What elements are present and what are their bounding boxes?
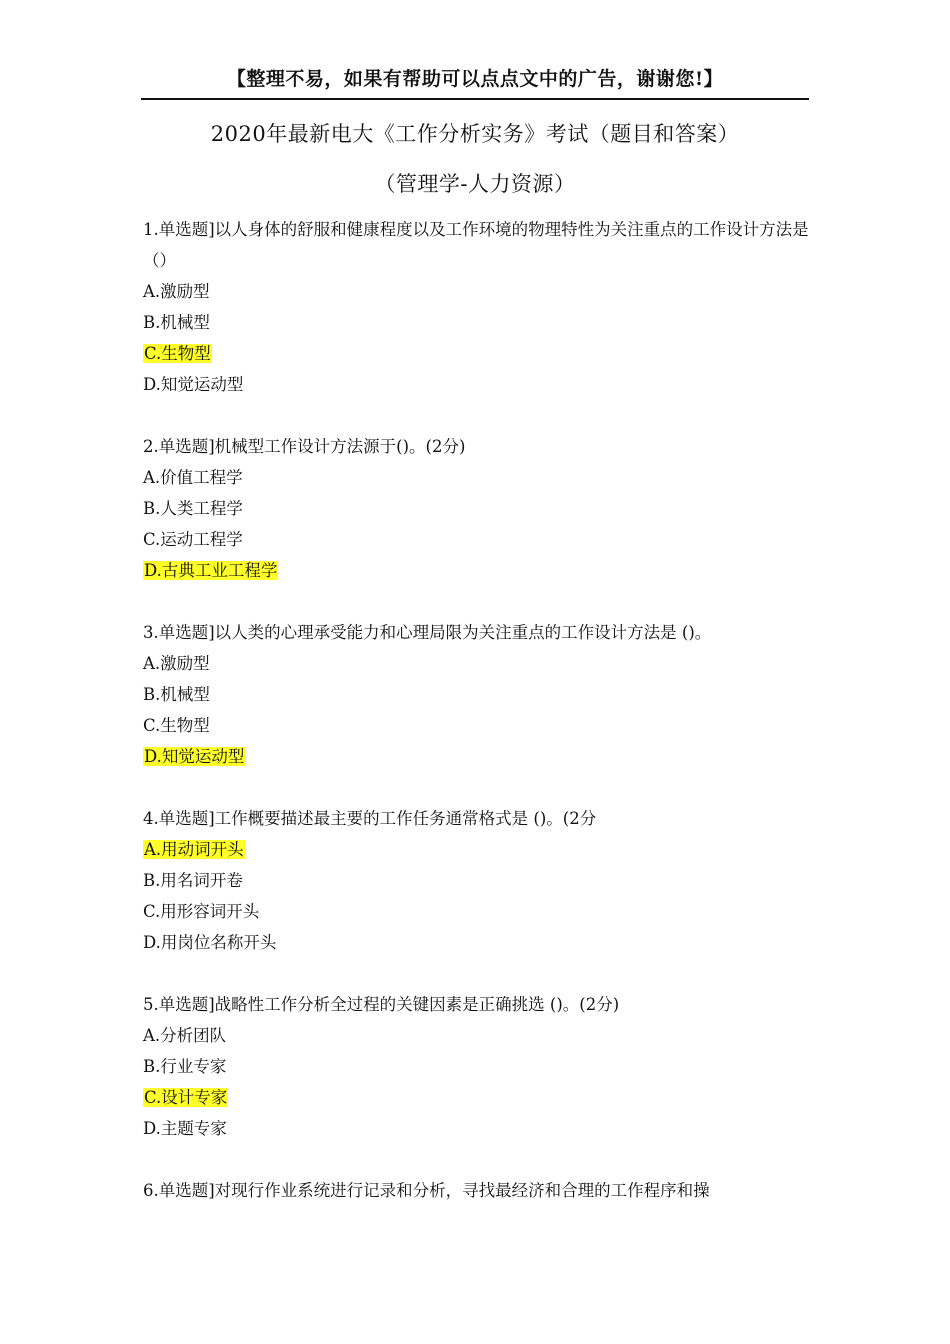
question-list [143,214,811,1237]
question-stem: 3.单选题]以人类的心理承受能力和心理局限为关注重点的工作设计方法是 ()。 [143,623,712,642]
correct-answer-highlight: D.知觉运动型 [144,747,245,766]
option-text: D.用岗位名称开头 [143,933,277,952]
option-text: B.机械型 [143,685,210,704]
answer-option [143,307,811,338]
answer-option [143,710,811,741]
answer-option [143,648,811,679]
option-text: B.机械型 [143,313,210,332]
option-text: A.激励型 [143,282,210,301]
question-block [143,989,811,1144]
option-text: D.主题专家 [143,1119,227,1138]
question-block [143,617,811,772]
answer-option [143,555,811,586]
question-block [143,214,811,400]
question-stem: 4.单选题]工作概要描述最主要的工作任务通常格式是 ()。(2分 [143,809,597,828]
option-text: A.激励型 [143,654,210,673]
answer-option [143,1082,811,1113]
answer-option [143,865,811,896]
answer-option [143,369,811,400]
correct-answer-highlight: A.用动词开头 [144,840,244,859]
answer-option [143,679,811,710]
answer-option [143,896,811,927]
question-stem: 2.单选题]机械型工作设计方法源于()。(2分) [143,437,466,456]
ad-banner-text: 【整理不易，如果有帮助可以点点文中的广告，谢谢您!】 [226,68,724,90]
answer-option [143,741,811,772]
answer-option [143,276,811,307]
option-text: C.用形容词开头 [143,902,260,921]
header-divider [141,98,809,100]
answer-option [143,1020,811,1051]
question-block [143,431,811,586]
option-text: A.价值工程学 [143,468,243,487]
question-stem: 1.单选题]以人身体的舒服和健康程度以及工作环境的物理特性为关注重点的工作设计方法是（） [143,220,809,270]
option-text: A.分析团队 [143,1026,227,1045]
question-block [143,1175,811,1206]
question-stem: 5.单选题]战略性工作分析全过程的关键因素是正确挑选 ()。(2分) [143,995,620,1014]
answer-option [143,493,811,524]
document-subtitle: （管理学-人力资源） [374,172,576,196]
answer-option [143,338,811,369]
question-block [143,803,811,958]
answer-option [143,1113,811,1144]
option-text: B.用名词开卷 [143,871,243,890]
option-text: B.人类工程学 [143,499,243,518]
correct-answer-highlight: C.设计专家 [144,1088,228,1107]
option-text: C.生物型 [143,716,210,735]
answer-option [143,462,811,493]
answer-option [143,1051,811,1082]
option-text: C.运动工程学 [143,530,243,549]
question-stem: 6.单选题]对现行作业系统进行记录和分析，寻找最经济和合理的工作程序和操 [143,1181,710,1200]
option-text: D.知觉运动型 [143,375,244,394]
answer-option [143,524,811,555]
answer-option [143,834,811,865]
answer-option [143,927,811,958]
document-title: 2020年最新电大《工作分析实务》考试（题目和答案） [210,122,740,146]
correct-answer-highlight: D.古典工业工程学 [144,561,278,580]
option-text: B.行业专家 [143,1057,227,1076]
correct-answer-highlight: C.生物型 [144,344,211,363]
